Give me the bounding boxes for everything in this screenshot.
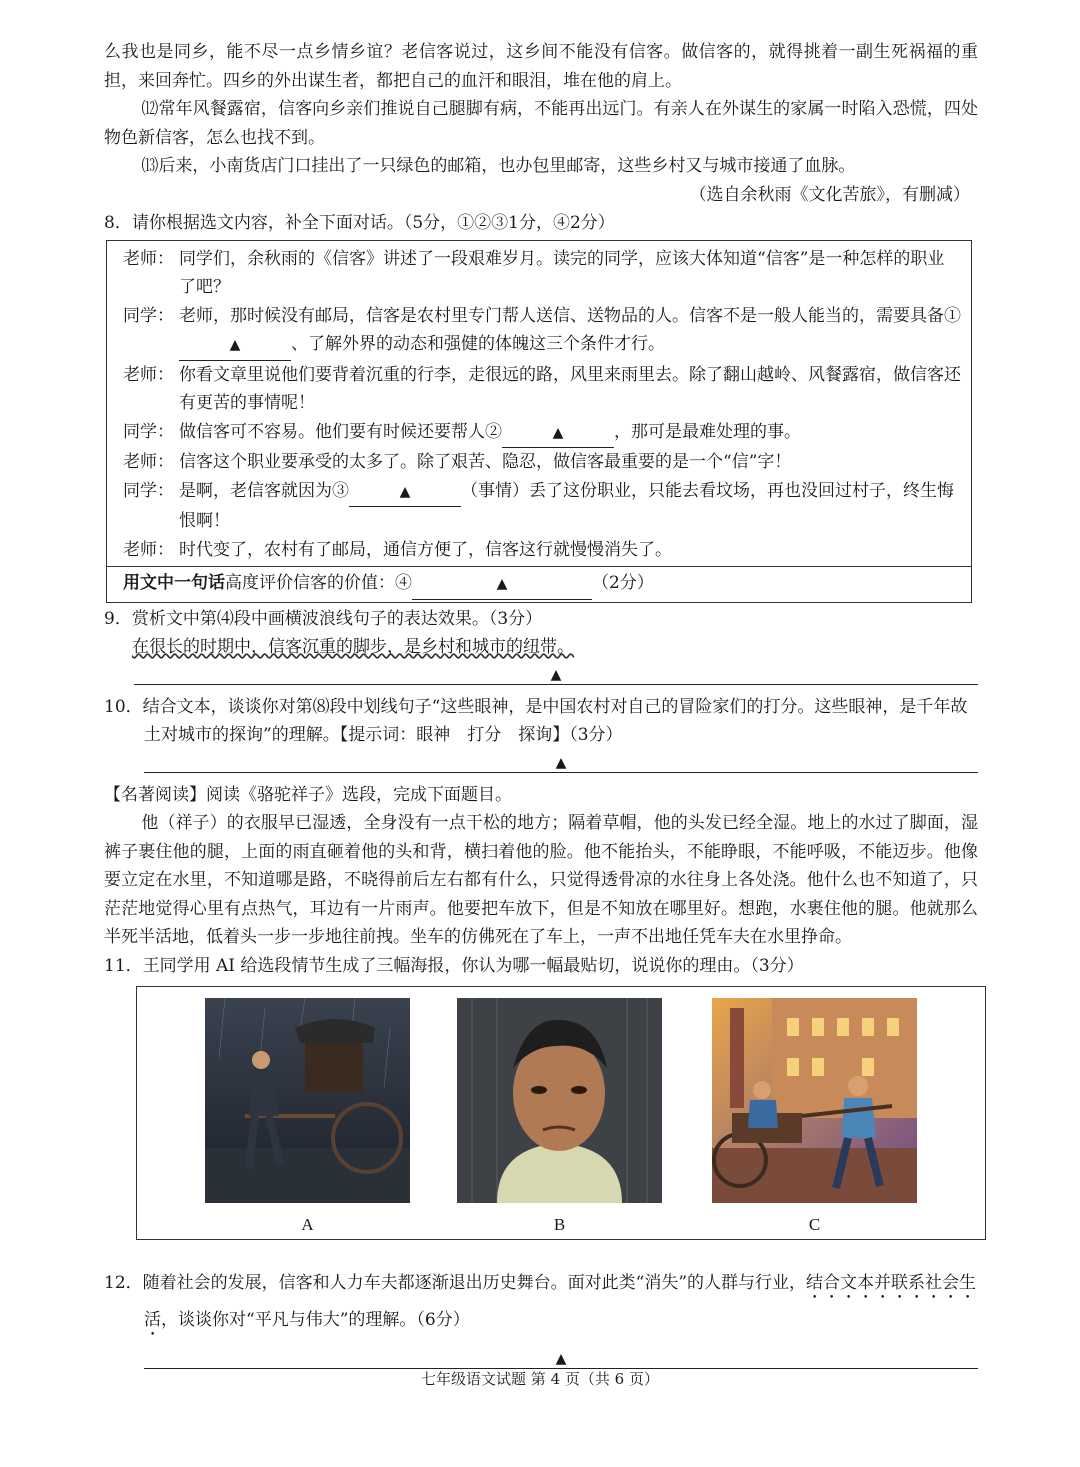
passage-line: 么我也是同乡，能不尽一点乡情乡谊？老信客说过，这乡间不能没有信客。做信客的，就得挑着一副生死祸福的重担，来回奔忙。四乡的外出谋生者，都把自己的血汗和眼泪，堆在他的肩上。 bbox=[104, 42, 978, 91]
speaker-label: 同学： bbox=[123, 305, 174, 326]
poster-c-label: C bbox=[808, 1215, 821, 1234]
classic-excerpt: 他（祥子）的衣服早已湿透，全身没有一点干松的地方；隔着草帽，他的头发已经全湿。地上的水过了脚面，湿裤子裹住他的腿，上面的雨直砸着他的头和背，横扫着他的脸。他不能抬头，不能睁眼，不能呼吸，不能迈步。他像要立定在水里，不知道哪是路，不晓得前后左右都有什么，只觉得透骨凉的水往身上各处浇。他什么也不知道了，只茫茫地觉得心里有点热气，耳边有一片雨声。他要把车放下，但是不知放在哪里好。想跑，水裹住他的腿。他就那么半死半活地，低着头一步一步地往前拽。坐车的仿佛死在了车上，一声不出地任凭车夫在水里挣命。 bbox=[104, 813, 978, 947]
speaker-label: 老师： bbox=[123, 248, 174, 269]
triangle-icon: ▲ bbox=[552, 424, 564, 441]
dialog-text: 做信客可不容易。他们要有时候还要帮人② bbox=[179, 421, 502, 442]
page-footer: 七年级语文试题 第 4 页（共 6 页） bbox=[421, 1370, 659, 1388]
poster-c-image[interactable] bbox=[712, 998, 917, 1203]
triangle-icon: ▲ bbox=[555, 754, 567, 771]
poster-panel bbox=[136, 986, 986, 1240]
exam-page bbox=[104, 38, 978, 1377]
poster-b-image[interactable] bbox=[457, 998, 662, 1203]
dialog-line bbox=[123, 245, 961, 302]
triangle-icon: ▲ bbox=[550, 666, 562, 683]
triangle-icon: ▲ bbox=[399, 483, 411, 500]
question-8-stem: 8．请你根据选文内容，补全下面对话。（5分，①②③1分，④2分） bbox=[104, 213, 615, 233]
dialog-text: 是啊，老信客就因为③ bbox=[179, 480, 349, 501]
dialog-box bbox=[106, 240, 972, 603]
speaker-label: 老师： bbox=[123, 452, 174, 472]
speaker-label: 同学： bbox=[123, 480, 174, 501]
dialog-line bbox=[123, 448, 961, 477]
question-9-stem: 9．赏析文中第⑷段中画横波浪线句子的表达效果。（3分） bbox=[104, 608, 543, 629]
dialog-line bbox=[123, 477, 961, 536]
question-12-stem: 12．随着社会的发展，信客和人力车夫都逐渐退出历史舞台。面对此类“消失”的人群与行业，结合文本并联系社会生活，谈谈你对“平凡与伟大”的理解。（6分） bbox=[104, 1273, 977, 1330]
dialog-text: 老师，那时候没有邮局，信客是农村里专门帮人送信、送物品的人。信客不是一般人能当的，需要具备① bbox=[179, 305, 961, 326]
triangle-icon: ▲ bbox=[555, 1351, 567, 1367]
dialog-text: 你看文章里说他们要背着沉重的行李，走很远的路，风里来雨里去。除了翻山越岭、风餐露宿，做信客还有更苦的事情呢！ bbox=[179, 364, 961, 413]
poster-a-image[interactable] bbox=[205, 998, 410, 1203]
dialog-line bbox=[123, 418, 961, 449]
answer-line-9[interactable] bbox=[134, 664, 978, 685]
passage-para-12: ⑿常年风餐露宿，信客向乡亲们推说自己腿脚有病，不能再出远门。有亲人在外谋生的家属一时陷入恐慌，四处物色新信客，怎么也找不到。 bbox=[104, 99, 978, 148]
speaker-label: 同学： bbox=[123, 421, 174, 442]
answer-blank-3[interactable] bbox=[349, 477, 461, 508]
passage-source: （选自余秋雨《文化苦旅》，有删减） bbox=[689, 184, 970, 205]
answer-blank-1[interactable] bbox=[179, 330, 291, 361]
triangle-icon: ▲ bbox=[496, 576, 508, 592]
bold-instruction: 用文中一句话 bbox=[123, 573, 225, 593]
dialog-line bbox=[123, 302, 961, 361]
dialog-text: 时代变了，农村有了邮局，通信方便了，信客这行就慢慢消失了。 bbox=[179, 539, 672, 560]
question-11-stem: 11．王同学用 AI 给选段情节生成了三幅海报，你认为哪一幅最贴切，说说你的理由。（3分） bbox=[104, 955, 804, 976]
wavy-underlined-sentence: 在很长的时期中，信客沉重的脚步，是乡村和城市的纽带。 bbox=[132, 637, 574, 657]
dialog-final-prompt bbox=[107, 566, 971, 602]
dialog-line bbox=[123, 536, 961, 565]
speaker-label: 老师： bbox=[123, 539, 174, 560]
question-10-stem: 10．结合文本，谈谈你对第⑻段中划线句子“这些眼神，是中国农村对自己的冒险家们的打分。这些眼神，是千年故土对城市的探询”的理解。【提示词：眼神 打分 探询】（3分） bbox=[104, 696, 968, 745]
dialog-text: 、了解外界的动态和强健的体魄这三个条件才行。 bbox=[291, 334, 665, 354]
emphasis-dotted-text: 结合文本 bbox=[806, 1273, 875, 1293]
poster-a-label: A bbox=[301, 1215, 314, 1234]
emphasis-dotted-text: 并联系社会生活 bbox=[144, 1273, 977, 1330]
poster-b-label: B bbox=[553, 1215, 566, 1234]
classic-reading-header: 【名著阅读】阅读《骆驼祥子》选段，完成下面题目。 bbox=[104, 784, 512, 805]
dialog-line bbox=[123, 361, 961, 418]
triangle-icon: ▲ bbox=[229, 337, 241, 353]
answer-blank-2[interactable] bbox=[502, 418, 614, 449]
score-note: （2分） bbox=[592, 573, 654, 593]
dialog-text: （事情）丢了这份职业，只能去看坟场，再也没回过村子，终生悔恨啊！ bbox=[179, 480, 954, 531]
dialog-text: ，那可是最难处理的事。 bbox=[614, 421, 801, 442]
dialog-text: 信客这个职业要承受的太多了。除了艰苦、隐忍，做信客最重要的是一个“信”字！ bbox=[179, 452, 792, 472]
speaker-label: 老师： bbox=[123, 364, 174, 385]
passage-para-13: ⒀后来，小南货店门口挂出了一只绿色的邮箱，也办包里邮寄，这些乡村又与城市接通了血脉。 bbox=[141, 156, 856, 176]
final-prompt-text: 高度评价信客的价值：④ bbox=[225, 573, 412, 593]
answer-line-10[interactable] bbox=[144, 752, 978, 773]
dialog-text: 同学们，余秋雨的《信客》讲述了一段艰难岁月。读完的同学，应该大体知道“信客”是一种怎样的职业了吧？ bbox=[179, 248, 945, 297]
answer-blank-4[interactable] bbox=[412, 569, 592, 600]
